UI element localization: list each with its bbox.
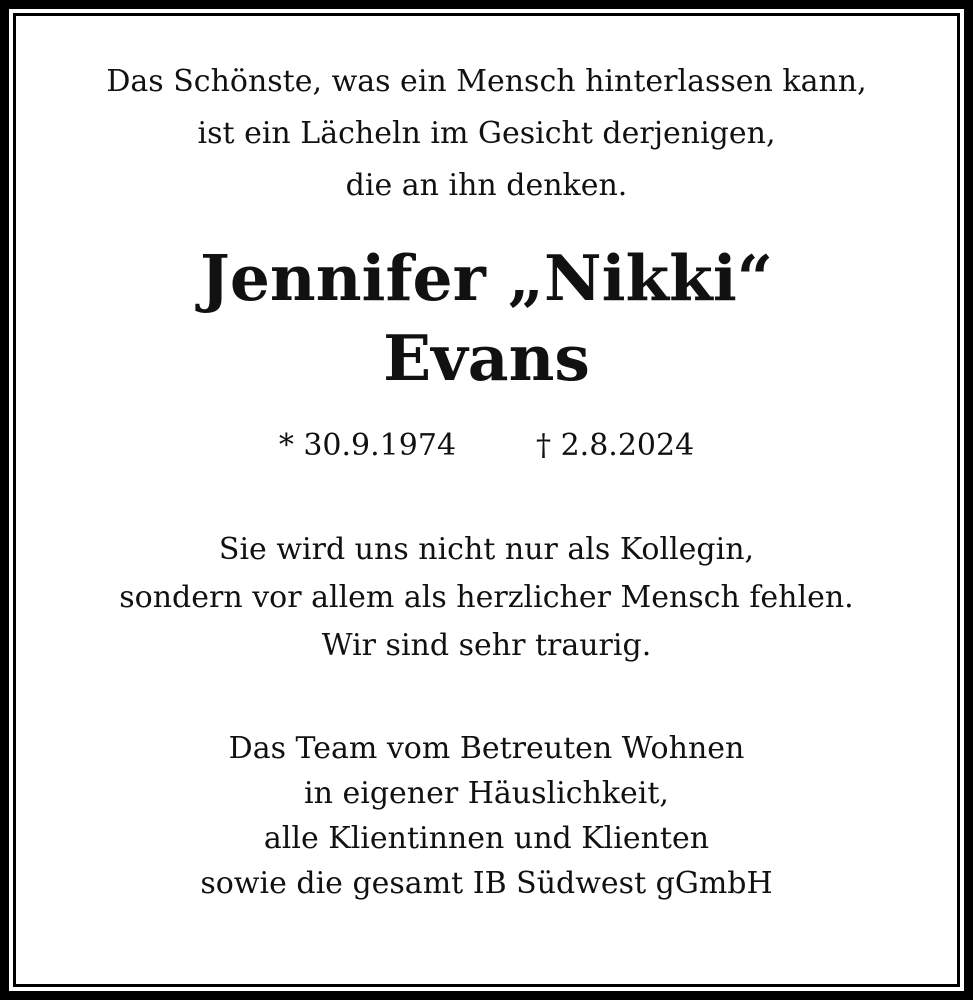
quote-line: ist ein Lächeln im Gesicht derjenigen, (197, 116, 776, 151)
condolence-message (16, 526, 957, 670)
name-line-first: Jennifer „Nikki“ (200, 241, 773, 315)
birth-date: * 30.9.1974 (278, 428, 457, 463)
signature-line: sowie die gesamt IB Südwest gGmbH (200, 866, 773, 901)
quote-line: die an ihn denken. (345, 168, 628, 203)
message-line: Wir sind sehr traurig. (321, 628, 652, 663)
message-line: sondern vor allem als herzlicher Mensch fehlen. (119, 580, 854, 615)
border-gap (9, 9, 964, 991)
obituary-notice (13, 13, 960, 987)
signature-line: alle Klientinnen und Klienten (263, 821, 710, 856)
death-date: † 2.8.2024 (536, 428, 695, 463)
quote-line: Das Schönste, was ein Mensch hinterlassen kann, (106, 64, 867, 99)
signature-line: in eigener Häuslichkeit, (304, 776, 669, 811)
life-dates (16, 420, 957, 472)
opening-quote (16, 56, 957, 212)
deceased-name (16, 238, 957, 398)
name-line-last: Evans (383, 321, 590, 395)
message-line: Sie wird uns nicht nur als Kollegin, (218, 532, 755, 567)
signature-line: Das Team vom Betreuten Wohnen (228, 731, 745, 766)
signature-block (16, 726, 957, 906)
